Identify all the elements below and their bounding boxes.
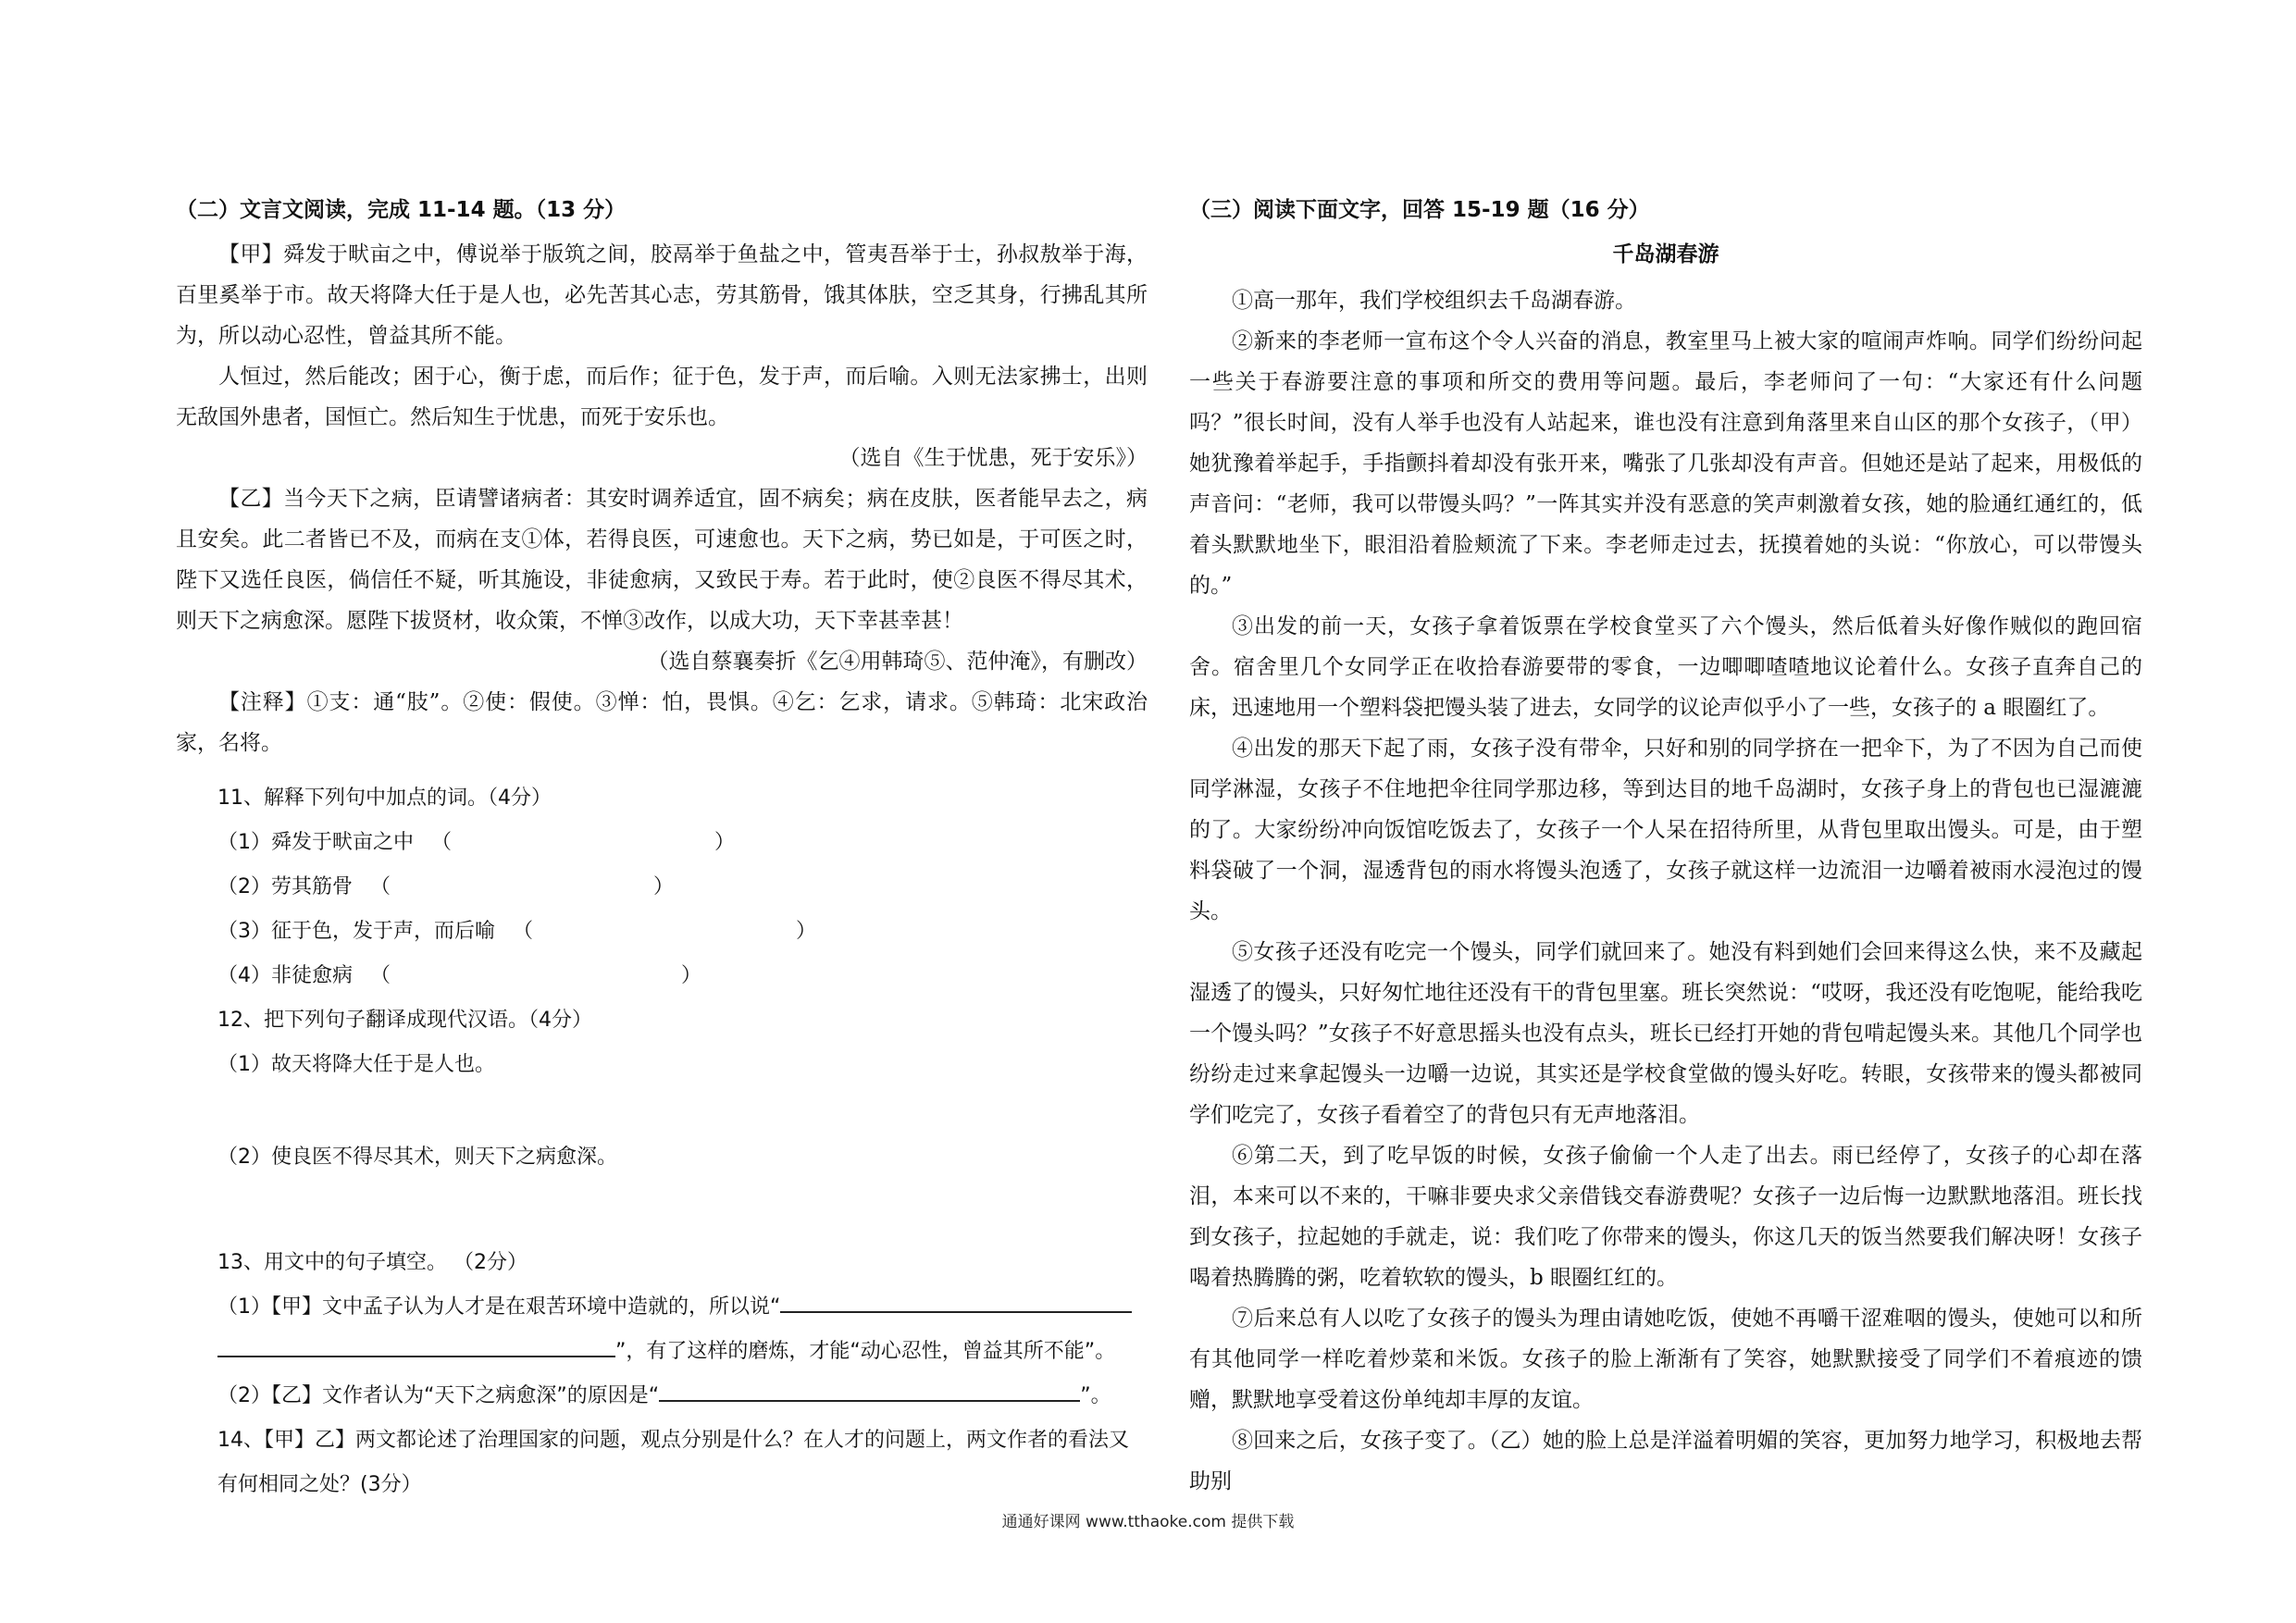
question-11: 11、解释下列句中加点的词。（4分） <box>217 787 552 810</box>
question-13-1-cont <box>176 1330 1148 1374</box>
right-column <box>1189 190 2142 1502</box>
question-12: 12、把下列句子翻译成现代汉语。（4分） <box>217 1009 592 1032</box>
paren-close: ） <box>653 875 675 898</box>
section-title-modern: （三）阅读下面文字，回答 15-19 题（16 分） <box>1189 198 1650 222</box>
question-14: 14、【甲】乙】两文都论述了治理国家的问题，观点分别是什么？在人才的问题上，两文作者的看法又有何相同之处？(3分） <box>217 1429 1129 1496</box>
answer-line-13-1b[interactable] <box>217 1333 615 1357</box>
story-paragraph-1: ①高一那年，我们学校组织去千岛湖春游。 <box>1232 289 1636 313</box>
story-paragraph-7: ⑦后来总有人以吃了女孩子的馒头为理由请她吃饭，使她不再嚼干涩难咽的馒头，使她可以和所有其他同学一样吃着炒菜和米饭。女孩子的脸上渐渐有了笑容，她默默接受了同学们不着痕迹的馈赠，默默地享受着这份单纯却丰厚的友谊。 <box>1189 1307 2142 1412</box>
question-11-4-text: （4）非徒愈病 <box>217 964 353 987</box>
passage-yi-source: （选自蔡襄奏折《乞④用韩琦⑤、范仲淹》，有删改） <box>647 650 1148 674</box>
answer-line-13-2[interactable] <box>659 1378 1080 1402</box>
question-13-1-text-a: （1）【甲】文中孟子认为人才是在艰苦环境中造就的，所以说“ <box>217 1295 781 1319</box>
story-paragraph-8: ⑧回来之后，女孩子变了。（乙）她的脸上总是洋溢着明媚的笑容，更加努力地学习，积极地去帮助别 <box>1189 1429 2142 1493</box>
paren-open: （ <box>370 875 391 898</box>
passage-jia-source: （选自《生于忧患，死于安乐》） <box>838 446 1148 470</box>
paren-close: ） <box>681 964 702 987</box>
passage-jia-p2: 人恒过，然后能改；困于心，衡于虑，而后作；征于色，发于声，而后喻。入则无法家拂士，出则无敌国外患者，国恒亡。然后知生于忧患，而死于安乐也。 <box>176 365 1148 429</box>
paren-close: ） <box>714 831 736 854</box>
left-column <box>176 190 1148 1507</box>
passage-jia-p1: 【甲】舜发于畎亩之中，傅说举于版筑之间，胶鬲举于鱼盐之中，管夷吾举于士，孙叔敖举于海，百里奚举于市。故天将降大任于是人也，必先苦其心志，劳其筋骨，饿其体肤，空乏其身，行拂乱其所为，所以动心忍性，曾益其所不能。 <box>176 242 1148 348</box>
question-13: 13、用文中的句子填空。 （2分） <box>217 1251 527 1274</box>
answer-line-13-1a[interactable] <box>780 1289 1132 1313</box>
story-paragraph-2: ②新来的李老师一宣布这个令人兴奋的消息，教室里马上被大家的喧闹声炸响。同学们纷纷问起一些关于春游要注意的事项和所交的费用等问题。最后，李老师问了一句：“大家还有什么问题吗？”很长时间，没有人举手也没有人站起来，谁也没有注意到角落里来自山区的那个女孩子，（甲）她犹豫着举起手，手指颤抖着却没有张开来，嘴张了几张却没有声音。但她还是站了起来，用极低的声音问：“老师，我可以带馒头吗？”一阵其实并没有恶意的笑声刺激着女孩，她的脸通红通红的，低着头默默地坐下，眼泪沿着脸颊流了下来。李老师走过去，抚摸着她的头说：“你放心，可以带馒头的。” <box>1189 329 2142 598</box>
question-13-2-text-a: （2）【乙】文作者认为“天下之病愈深”的原因是“ <box>217 1384 660 1407</box>
paren-open: （ <box>431 831 453 854</box>
paren-close: ） <box>796 920 817 943</box>
question-11-2 <box>176 865 1148 910</box>
passage-yi: 【乙】当今天下之病，臣请譬诸病者：其安时调养适宜，固不病矣；病在皮肤，医者能早去之，病且安矣。此二者皆已不及，而病在支①体，若得良医，可速愈也。天下之病，势已如是，于可医之时，陛下又选任良医，倘信任不疑，听其施设，非徒愈病，又致民于寿。若于此时，使②良医不得尽其术，则天下之病愈深。愿陛下拔贤材，收众策，不惮③改作，以成大功，天下幸甚幸甚！ <box>176 487 1148 633</box>
answer-space-12-1[interactable] <box>176 1087 1148 1135</box>
question-12-1: （1）故天将降大任于是人也。 <box>217 1053 495 1076</box>
paren-open: （ <box>370 964 391 987</box>
question-11-3-text: （3）征于色，发于声，而后喻 <box>217 920 495 943</box>
story-title: 千岛湖春游 <box>1612 242 1719 266</box>
question-13-1-text-b: ”，有了这样的磨炼，才能“动心忍性，曾益其所不能”。 <box>615 1340 1116 1363</box>
question-11-3 <box>176 910 1148 954</box>
question-11-2-text: （2）劳其筋骨 <box>217 875 353 898</box>
question-13-2-text-b: ”。 <box>1080 1384 1111 1407</box>
question-11-1 <box>176 821 1148 865</box>
question-11-4 <box>176 954 1148 998</box>
story-paragraph-4: ④出发的那天下起了雨，女孩子没有带伞，只好和别的同学挤在一把伞下，为了不因为自己而使同学淋湿，女孩子不住地把伞往同学那边移，等到达目的地千岛湖时，女孩子身上的背包也已湿漉漉的了。大家纷纷冲向饭馆吃饭去了，女孩子一个人呆在招待所里，从背包里取出馒头。可是，由于塑料袋破了一个洞，湿透背包的雨水将馒头泡透了，女孩子就这样一边流泪一边嚼着被雨水浸泡过的馒头。 <box>1189 737 2142 923</box>
story-paragraph-6: ⑥第二天，到了吃早饭的时候，女孩子偷偷一个人走了出去。雨已经停了，女孩子的心却在落泪，本来可以不来的，干嘛非要央求父亲借钱交春游费呢？女孩子一边后悔一边默默地落泪。班长找到女孩子，拉起她的手就走，说：我们吃了你带来的馒头，你这几天的饭当然要我们解决呀！女孩子喝着热腾腾的粥，吃着软软的馒头，b 眼圈红红的。 <box>1189 1144 2142 1290</box>
story-paragraph-3: ③出发的前一天，女孩子拿着饭票在学校食堂买了六个馒头，然后低着头好像作贼似的跑回宿舍。宿舍里几个女同学正在收拾春游要带的零食，一边唧唧喳喳地议论着什么。女孩子直奔自己的床，迅速地用一个塑料袋把馒头装了进去，女同学的议论声似乎小了一些，女孩子的 a 眼圈红了。 <box>1189 614 2142 720</box>
paren-open: （ <box>513 920 534 943</box>
story-paragraph-5: ⑤女孩子还没有吃完一个馒头，同学们就回来了。她没有料到她们会回来得这么快，来不及藏起湿透了的馒头，只好匆忙地往还没有干的背包里塞。班长突然说：“哎呀，我还没有吃饱呢，能给我吃一个馒头吗？”女孩子不好意思摇头也没有点头，班长已经打开她的背包啃起馒头来。其他几个同学也纷纷走过来拿起馒头一边嚼一边说，其实还是学校食堂做的馒头好吃。转眼，女孩带来的馒头都被同学们吃完了，女孩子看着空了的背包只有无声地落泪。 <box>1189 940 2142 1127</box>
question-11-1-text: （1）舜发于畎亩之中 <box>217 831 414 854</box>
question-12-2: （2）使良医不得尽其术，则天下之病愈深。 <box>217 1146 617 1169</box>
answer-space-12-2[interactable] <box>176 1180 1148 1241</box>
notes: 【注释】①支：通“肢”。②使：假使。③惮：怕，畏惧。④乞：乞求，请求。⑤韩琦：北宋政治家，名将。 <box>176 690 1148 755</box>
page-footer: 通通好课网 www.tthaoke.com 提供下载 <box>1001 1513 1295 1531</box>
section-title-classical: （二）文言文阅读，完成 11-14 题。（13 分） <box>176 198 627 222</box>
question-13-1 <box>176 1285 1148 1330</box>
question-13-2 <box>176 1374 1148 1419</box>
